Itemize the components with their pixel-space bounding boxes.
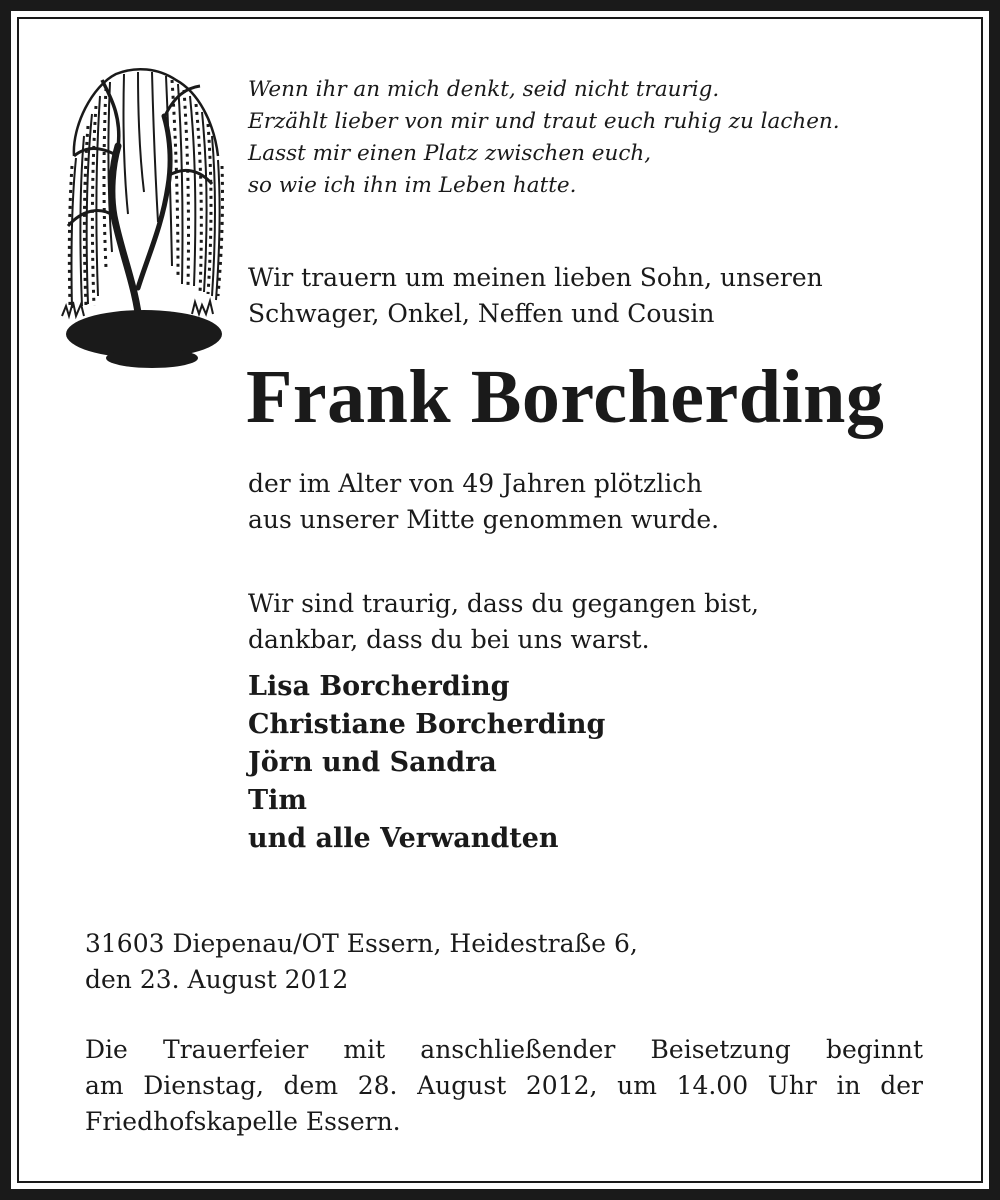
- age-statement: [248, 466, 719, 538]
- mourner-name: Christiane Borcherding: [248, 709, 606, 740]
- farewell-line: Wir sind traurig, dass du gegangen bist,: [248, 589, 759, 618]
- farewell-line: dankbar, dass du bei uns warst.: [248, 625, 650, 654]
- poem-line: Wenn ihr an mich denkt, seid nicht traurig.: [248, 77, 720, 102]
- weeping-willow-icon: [52, 66, 224, 378]
- poem-line: Erzählt lieber von mir und traut euch ruhig zu lachen.: [248, 109, 840, 134]
- mourner-name: Jörn und Sandra: [248, 747, 497, 778]
- ceremony-line: am Dienstag, dem 28. August 2012, um 14.00 Uhr in der: [85, 1071, 923, 1100]
- age-line: der im Alter von 49 Jahren plötzlich: [248, 469, 703, 498]
- mourner-name: Tim: [248, 785, 307, 816]
- deceased-name: Frank Borcherding: [246, 355, 885, 439]
- age-line: aus unserer Mitte genommen wurde.: [248, 505, 720, 534]
- farewell-text: [248, 586, 759, 658]
- date-line: den 23. August 2012: [85, 965, 349, 994]
- mourners-list: [248, 668, 605, 858]
- mourning-announcement: [248, 260, 823, 332]
- address-line: 31603 Diepenau/OT Essern, Heidestraße 6,: [85, 929, 638, 958]
- ceremony-line: Die Trauerfeier mit anschließender Beisetzung beginnt: [85, 1035, 923, 1064]
- announcement-line: Schwager, Onkel, Neffen und Cousin: [248, 299, 715, 328]
- announcement-line: Wir trauern um meinen lieben Sohn, unseren: [248, 263, 823, 292]
- mourner-name: Lisa Borcherding: [248, 671, 510, 702]
- memorial-poem: [248, 74, 840, 202]
- address-and-date: [85, 926, 638, 998]
- ceremony-line: Friedhofskapelle Essern.: [85, 1107, 401, 1136]
- poem-line: so wie ich ihn im Leben hatte.: [248, 173, 577, 198]
- poem-line: Lasst mir einen Platz zwischen euch,: [248, 141, 652, 166]
- mourner-name: und alle Verwandten: [248, 823, 559, 854]
- funeral-ceremony-notice: [85, 1032, 923, 1140]
